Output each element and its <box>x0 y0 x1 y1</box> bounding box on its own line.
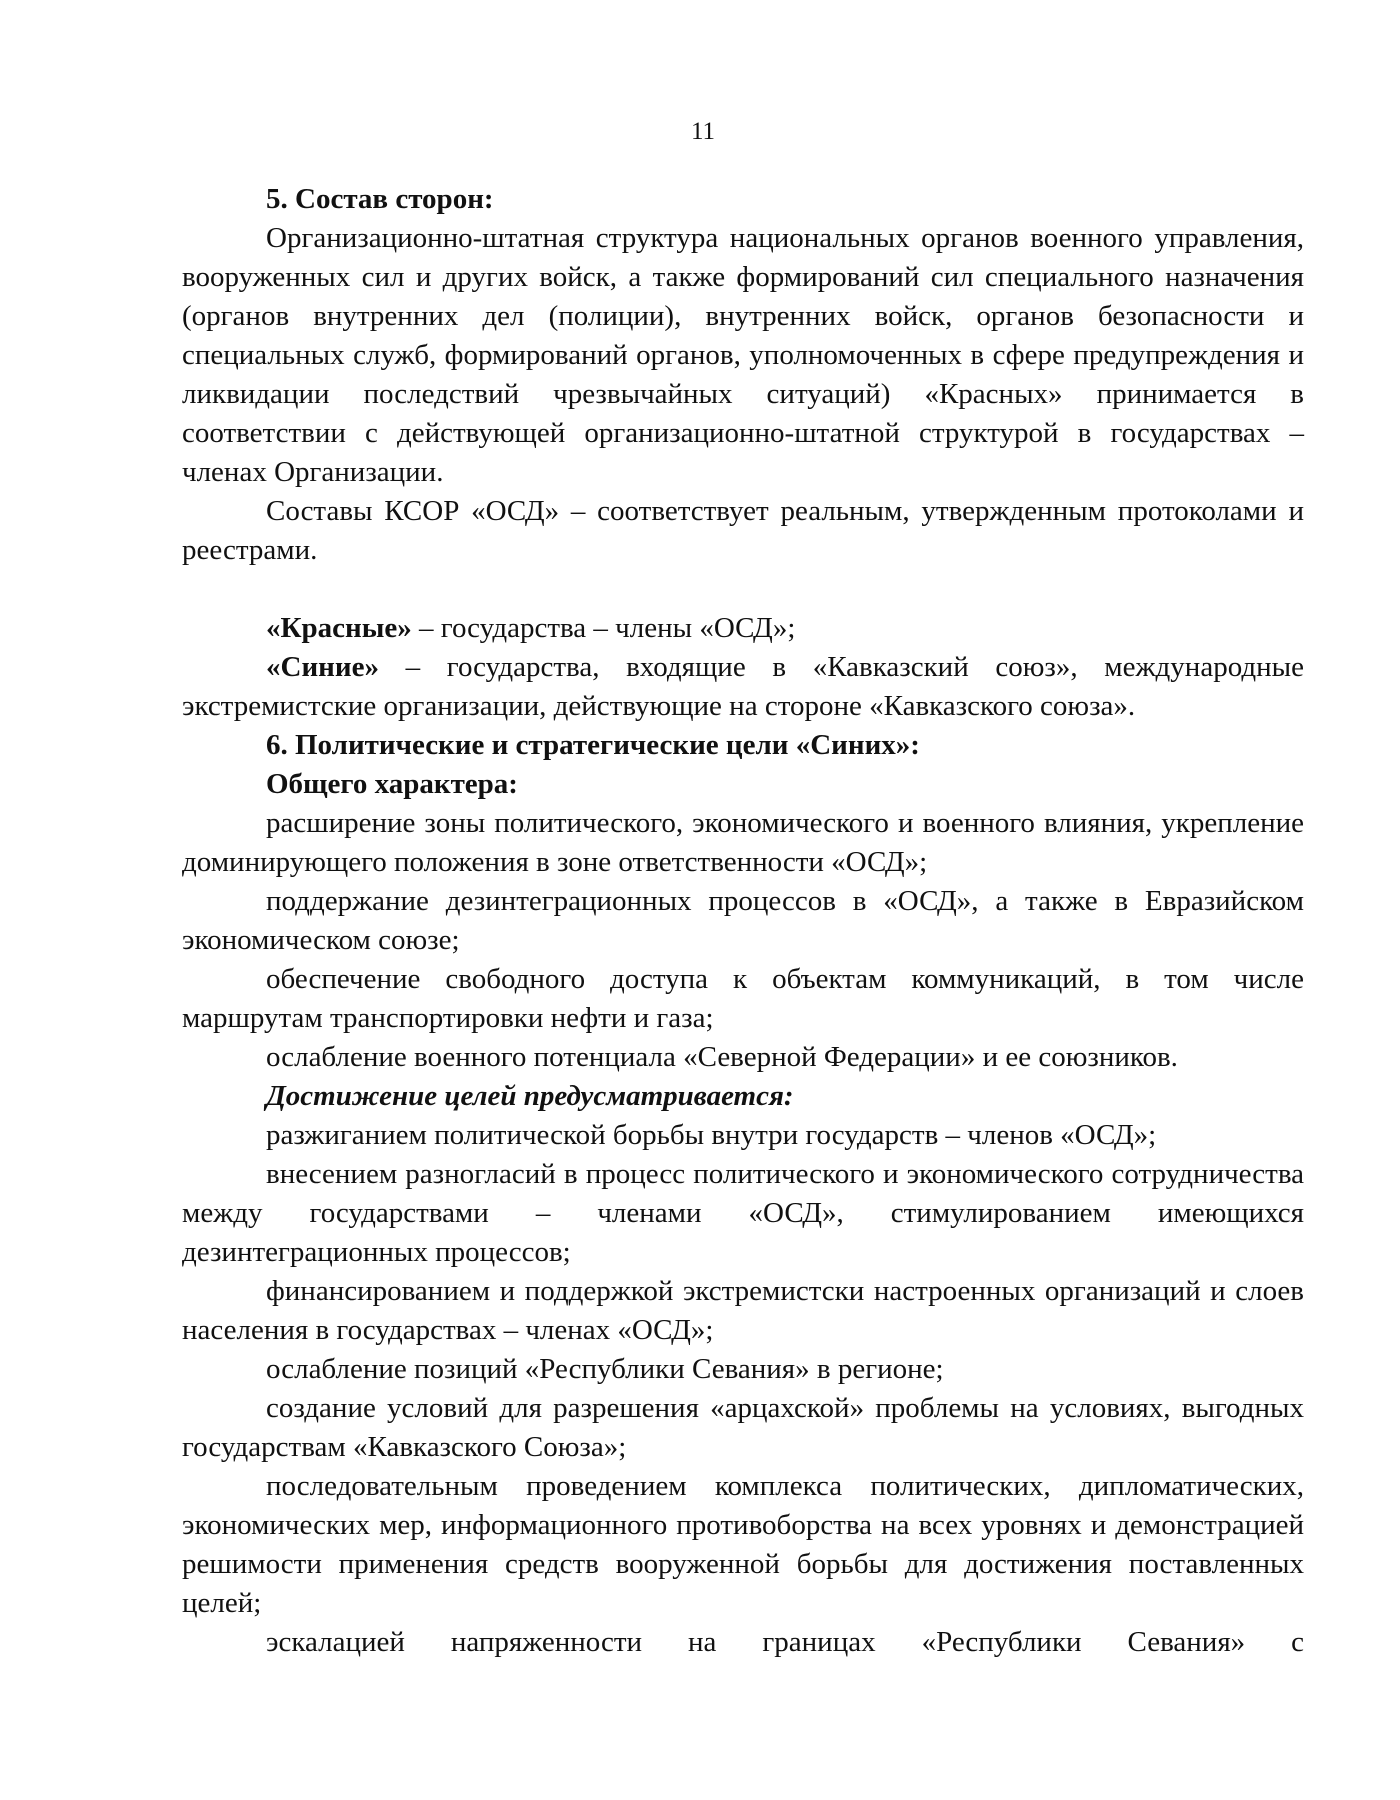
sides-red-text: – государства – члены «ОСД»; <box>411 612 796 644</box>
goal-item: расширение зоны политического, экономического и военного влияния, укрепление доминирующего положения в зоне ответственности «ОСД»; <box>182 807 1304 878</box>
means-item: внесением разногласий в процесс политического и экономического сотрудничества между государствами – членами «ОСД», стимулированием имеющихся дезинтеграционных процессов; <box>182 1158 1304 1268</box>
means-item: разжиганием политической борьбы внутри государств – членов «ОСД»; <box>266 1119 1157 1151</box>
sides-blue-label: «Синие» <box>266 651 379 683</box>
sides-blue-paragraph <box>182 648 1304 726</box>
section-5-paragraph-1: Организационно-штатная структура национальных органов военного управления, вооруженных сил и других войск, а также формирований сил специального назначения (органов внутренних дел (полиции), внутренних войск, органов безопасности и специальных служб, формирований органов, уполномоченных в сфере предупреждения и ликвидации последствий чрезвычайных ситуаций) «Красных» принимается в соответствии с действующей организационно-штатной структурой в государствах – членах Организации. <box>182 222 1304 488</box>
section-6-heading: 6. Политические и стратегические цели «Синих»: <box>266 729 920 761</box>
means-item: создание условий для разрешения «арцахской» проблемы на условиях, выгодных государствам «Кавказского Союза»; <box>182 1392 1304 1463</box>
section-6-subheading: Общего характера: <box>266 768 518 800</box>
page-number: 11 <box>690 118 716 145</box>
section-5-paragraph-2: Составы КСОР «ОСД» – соответствует реальным, утвержденным протоколами и реестрами. <box>182 495 1304 566</box>
means-item: последовательным проведением комплекса политических, дипломатических, экономических мер, информационного противоборства на всех уровнях и демонстрацией решимости применения средств вооруженной борьбы для достижения поставленных целей; <box>182 1470 1304 1619</box>
sides-blue-text: – государства, входящие в «Кавказский союз», международные экстремистские организации, действующие на стороне «Кавказского союза». <box>182 651 1304 722</box>
means-item: эскалацией напряженности на границах «Республики Севания» с <box>266 1626 1304 1658</box>
means-item: финансированием и поддержкой экстремистски настроенных организаций и слоев населения в государствах – членах «ОСД»; <box>182 1275 1304 1346</box>
goal-item: обеспечение свободного доступа к объектам коммуникаций, в том числе маршрутам транспортировки нефти и газа; <box>182 963 1304 1034</box>
paragraph-spacer <box>182 570 1304 609</box>
means-item: ослабление позиций «Республики Севания» в регионе; <box>266 1353 944 1385</box>
goal-item: ослабление военного потенциала «Северной Федерации» и ее союзников. <box>266 1041 1178 1073</box>
means-heading: Достижение целей предусматривается: <box>266 1080 794 1112</box>
goal-item: поддержание дезинтеграционных процессов в «ОСД», а также в Евразийском экономическом союзе; <box>182 885 1304 956</box>
sides-red-label: «Красные» <box>266 612 412 644</box>
section-5-heading: 5. Состав сторон: <box>266 183 494 215</box>
document-body <box>182 180 1304 1662</box>
sides-red-paragraph <box>182 609 1304 648</box>
